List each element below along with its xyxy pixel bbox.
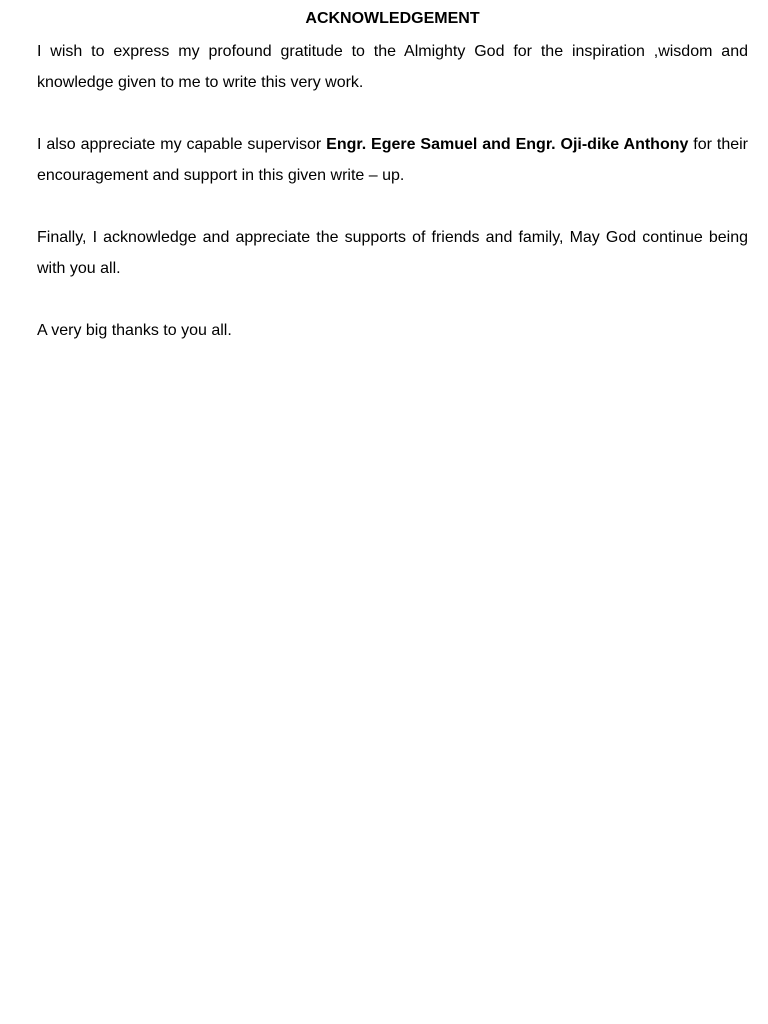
page-title: ACKNOWLEDGEMENT bbox=[305, 10, 480, 27]
paragraph-gratitude: I wish to express my profound gratitude to the Almighty God for the inspiration ,wisdom and knowledge given to me to write this very work. bbox=[37, 43, 748, 91]
paragraph-supervisor bbox=[37, 129, 748, 191]
paragraph-friends-family: Finally, I acknowledge and appreciate the supports of friends and family, May God continue being with you all. bbox=[37, 229, 748, 277]
paragraph-supervisor-outro: for their encouragement and support in this given write – up. bbox=[37, 136, 748, 184]
supervisor-names: Engr. Egere Samuel and Engr. Oji-dike Anthony bbox=[326, 136, 689, 153]
paragraph-supervisor-intro: I also appreciate my capable supervisor bbox=[37, 136, 327, 153]
paragraph-thanks: A very big thanks to you all. bbox=[37, 322, 232, 339]
